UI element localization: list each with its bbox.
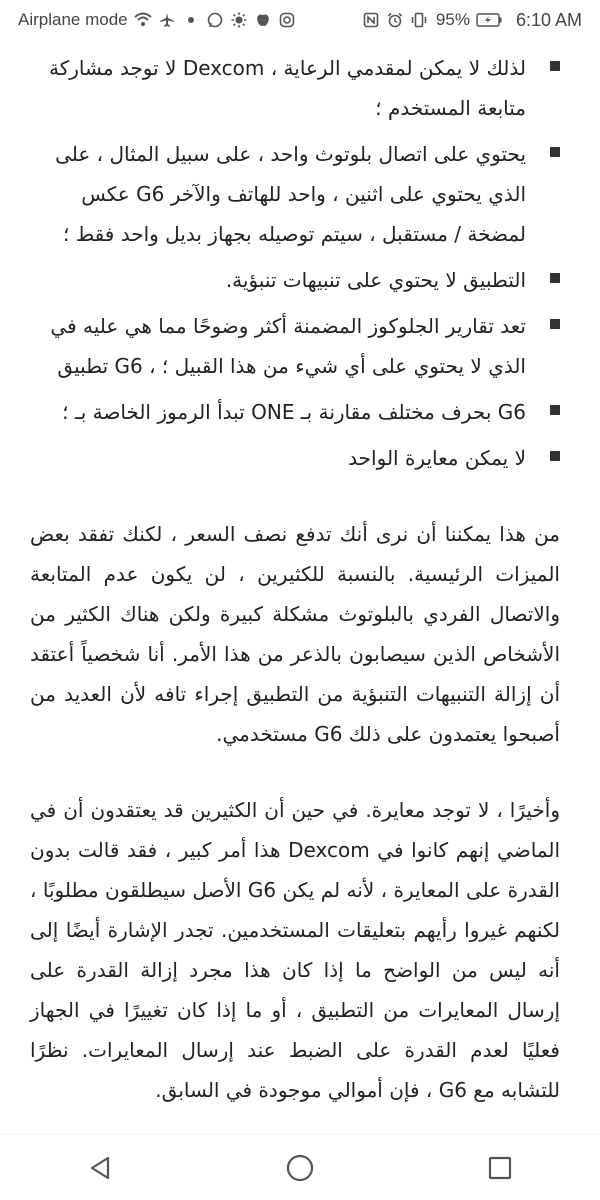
bullet-marker <box>550 147 560 157</box>
instagram-icon <box>278 11 296 29</box>
bullet-marker <box>550 61 560 71</box>
status-right <box>362 10 582 31</box>
bullet-marker <box>550 273 560 283</box>
airplane-mode-label: Airplane mode <box>18 10 128 29</box>
recents-icon <box>487 1155 513 1181</box>
navigation-bar <box>0 1134 600 1200</box>
list-item-text: يحتوي على اتصال بلوتوث واحد ، على سبيل المثال ، على الذي يحتوي على اثنين ، واحد للهاتف والآخر G6 عكس لمضخة / مستقبل ، سيتم توصيله بجهاز بديل واحد فقط ؛ <box>55 142 526 246</box>
battery-percentage: 95% <box>435 10 470 29</box>
status-left <box>18 10 296 30</box>
airplane-icon <box>158 11 176 29</box>
whatsapp-icon <box>206 11 224 29</box>
vibrate-icon <box>410 11 428 29</box>
brightness-icon <box>230 11 248 29</box>
paragraph: وأخيرًا ، لا توجد معايرة. في حين أن الكثيرين قد يعتقدون أن في الماضي إنهم كانوا في Dexcom هذا أمر كبير ، فقد قالت بدون القدرة على المعايرة ، لأنه لم يكن G6 الأصل سيطلقون مطلوبًا ، لكنهم غيروا رأيهم بتعليقات المستخدمين. تجدر الإشارة أيضًا إلى أنه ليس من الواضح ما إذا كان هذا مجرد إزالة القدرة على إرسال المعايرات من التطبيق ، أو ما إذا كان تغييرًا في الجهاز فعليًا لعدم القدرة على الضبط عند إرسال المعايرات. نظرًا للتشابه مع G6 ، فإن أموالي موجودة في السابق. <box>30 798 560 1102</box>
nfc-icon <box>362 11 380 29</box>
list-item <box>30 306 560 386</box>
bullet-marker <box>550 405 560 415</box>
list-item-text: تعد تقارير الجلوكوز المضمنة أكثر وضوحًا مما هي عليه في الذي لا يحتوي على أي شيء من هذا القبيل ؛ ، G6 تطبيق <box>50 314 526 378</box>
alarm-icon <box>386 11 404 29</box>
article-content <box>0 48 600 1135</box>
battery-saver-icon <box>476 11 502 29</box>
back-button[interactable] <box>70 1138 130 1198</box>
back-icon <box>86 1154 114 1182</box>
recents-button[interactable] <box>470 1138 530 1198</box>
bullet-marker <box>550 451 560 461</box>
list-item <box>30 134 560 254</box>
dot-icon <box>182 11 200 29</box>
list-item <box>30 392 560 432</box>
paragraph: من هذا يمكننا أن نرى أنك تدفع نصف السعر ، لكنك تفقد بعض الميزات الرئيسية. بالنسبة للكثيرين ، لن يكون عدم المتابعة والاتصال الفردي بالبلوتوث مشكلة كبيرة ولكن هناك الكثير من الأشخاص الذين سيصابون بالذعر من هذا الأمر. أنا شخصياً أعتقد أن إزالة التنبيهات التنبؤية من التطبيق إجراء تافه لأن العديد من أصبحوا يعتمدون على ذلك G6 مستخدمي. <box>30 522 560 746</box>
list-item-text: لذلك لا يمكن لمقدمي الرعاية ، Dexcom لا توجد مشاركة متابعة المستخدم ؛ <box>49 56 526 120</box>
list-item <box>30 260 560 300</box>
list-item-text: لا يمكن معايرة الواحد <box>348 446 526 470</box>
bullet-list <box>30 48 560 478</box>
list-item <box>30 438 560 478</box>
app-icon <box>254 11 272 29</box>
list-item-text: G6 بحرف مختلف مقارنة بـ ONE تبدأ الرموز الخاصة بـ ؛ <box>62 400 526 424</box>
status-bar <box>0 0 600 40</box>
home-icon <box>285 1153 315 1183</box>
bullet-marker <box>550 319 560 329</box>
home-button[interactable] <box>270 1138 330 1198</box>
list-item-text: التطبيق لا يحتوي على تنبيهات تنبؤية. <box>225 268 526 292</box>
clock: 6:10 AM <box>515 9 582 30</box>
wifi-icon <box>134 11 152 29</box>
list-item <box>30 48 560 128</box>
